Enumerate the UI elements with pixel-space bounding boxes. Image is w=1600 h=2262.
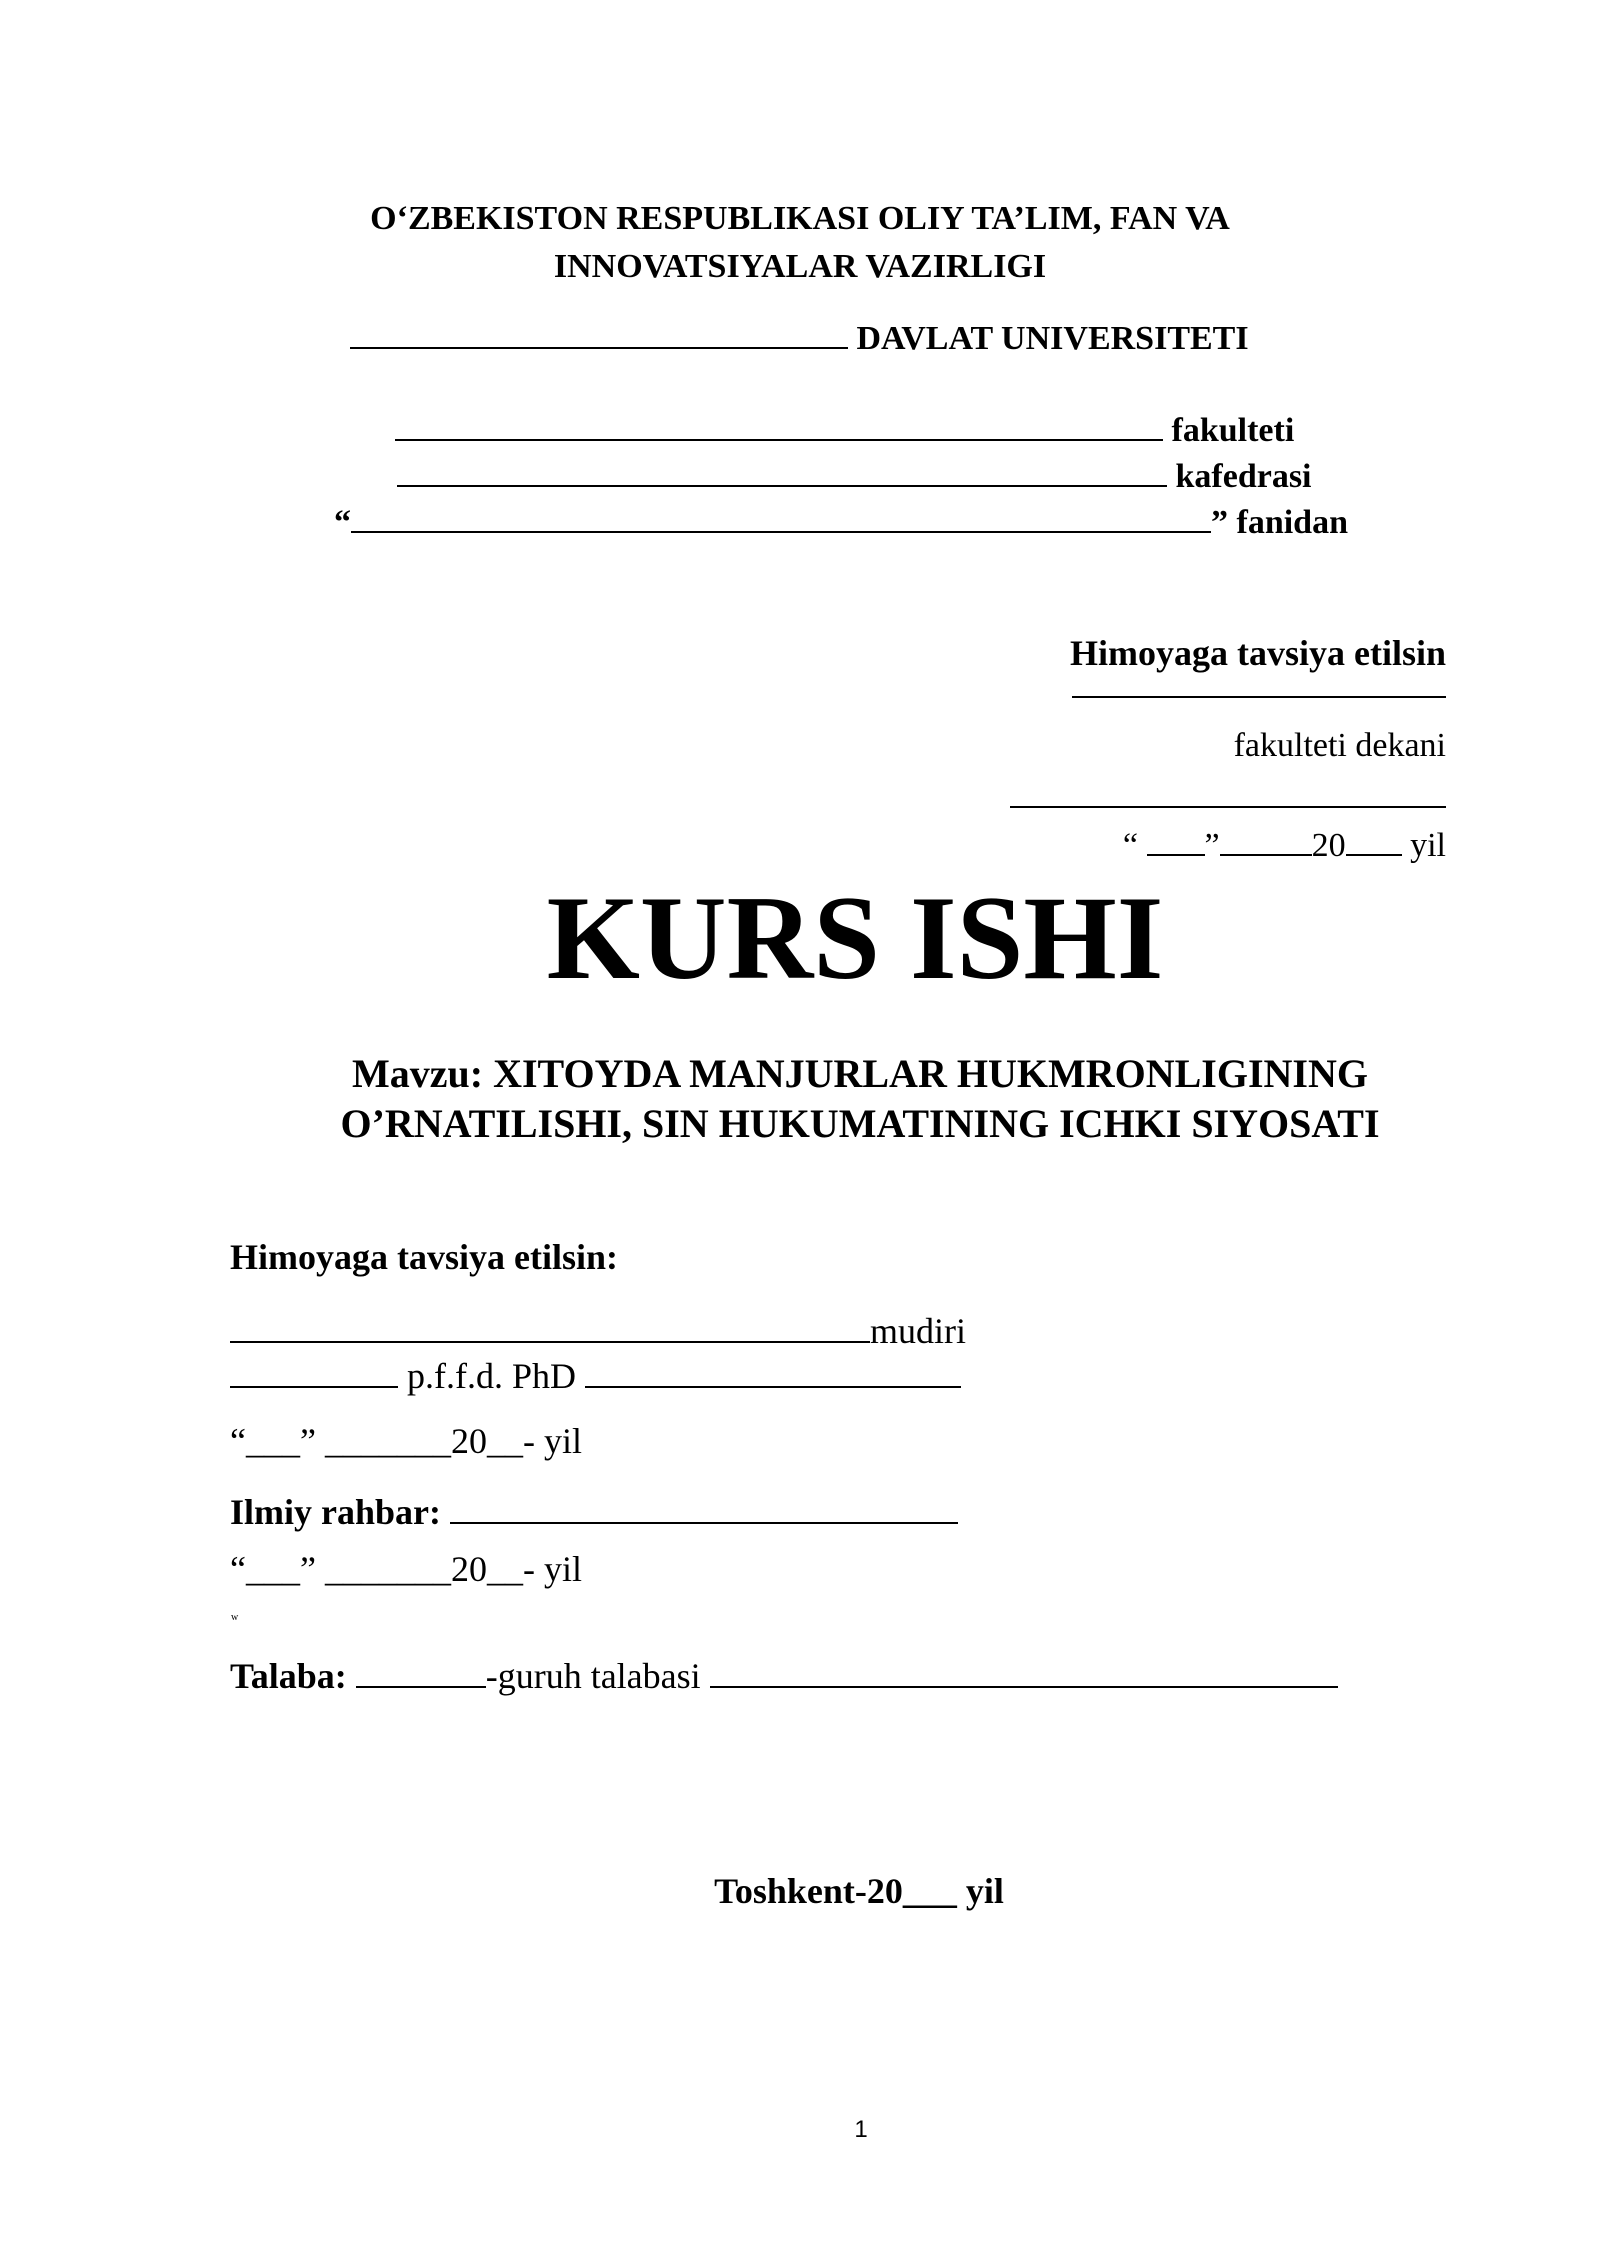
department-line bbox=[397, 451, 1312, 496]
subject-suffix: ” fanidan bbox=[1211, 504, 1348, 541]
department-blank bbox=[397, 451, 1167, 487]
approval-signature-blank bbox=[1010, 804, 1446, 808]
subject-blank bbox=[351, 497, 1211, 533]
degree-text: p.f.f.d. PhD bbox=[407, 1356, 576, 1396]
subject-open-quote: “ bbox=[334, 504, 351, 541]
department-suffix: kafedrasi bbox=[1175, 458, 1312, 495]
head-line bbox=[230, 1305, 966, 1352]
university-line bbox=[350, 313, 1249, 358]
student-line bbox=[230, 1650, 1338, 1697]
faculty-line bbox=[395, 405, 1294, 450]
university-suffix: DAVLAT UNIVERSITETI bbox=[856, 320, 1249, 357]
faculty-blank bbox=[395, 405, 1163, 441]
topic-line-2: O’RNATILISHI, SIN HUKUMATINING ICHKI SIYOSATI bbox=[340, 1101, 1380, 1146]
city-year: Toshkent-20___ yil bbox=[714, 1871, 1004, 1911]
approval-dean-role: fakulteti dekani bbox=[1233, 727, 1446, 764]
recommendation-date-2: “___” _______20__- yil bbox=[230, 1549, 582, 1589]
supervisor-blank bbox=[450, 1486, 958, 1524]
recommendation-title: Himoyaga tavsiya etilsin: bbox=[230, 1237, 618, 1277]
recommendation-date-1: “___” _______20__- yil bbox=[230, 1421, 582, 1461]
university-blank bbox=[350, 313, 848, 349]
subject-line bbox=[334, 497, 1348, 542]
ministry-line-2: INNOVATSIYALAR VAZIRLIGI bbox=[553, 248, 1047, 285]
page-number: 1 bbox=[854, 2116, 868, 2143]
supervisor-line bbox=[230, 1486, 958, 1533]
supervisor-label: Ilmiy rahbar: bbox=[230, 1492, 441, 1532]
group-blank bbox=[356, 1650, 486, 1688]
ministry-line-1: O‘ZBEKISTON RESPUBLIKASI OLIY TA’LIM, FAN VA bbox=[370, 200, 1230, 237]
small-mark: w bbox=[231, 1612, 239, 1623]
student-name-blank bbox=[710, 1650, 1338, 1688]
main-title: KURS ISHI bbox=[546, 871, 1164, 1004]
approval-date: “ ” 20 yil bbox=[1123, 820, 1446, 865]
student-label: Talaba: bbox=[230, 1656, 347, 1696]
head-role: mudiri bbox=[870, 1311, 966, 1351]
faculty-suffix: fakulteti bbox=[1171, 412, 1295, 449]
head-blank bbox=[230, 1305, 870, 1343]
approval-dean-blank bbox=[1072, 694, 1446, 698]
topic-label: Mavzu: bbox=[352, 1051, 484, 1096]
topic-text-1: XITOYDA MANJURLAR HUKMRONLIGINING bbox=[493, 1051, 1368, 1096]
student-group-text: -guruh talabasi bbox=[485, 1656, 701, 1696]
topic-line-1 bbox=[0, 1050, 1600, 1097]
degree-line bbox=[230, 1350, 961, 1397]
approval-title: Himoyaga tavsiya etilsin bbox=[1070, 633, 1446, 673]
